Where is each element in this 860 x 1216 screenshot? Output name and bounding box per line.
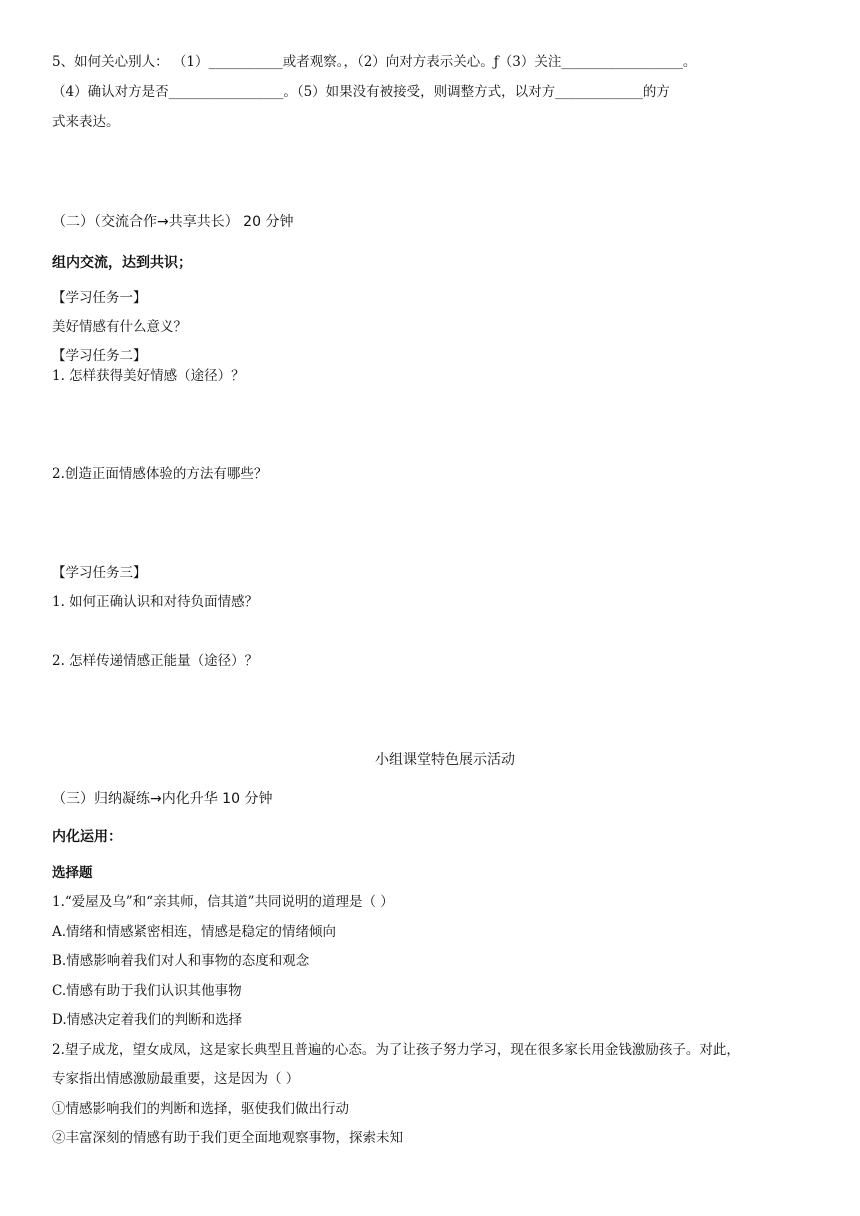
task-2-question-2: 2.创造正面情感体验的方法有哪些？ <box>52 466 268 482</box>
q5-line-2: （4）确认对方是否_________________。（5）如果没有被接受，则调整方式，以对方_____________的方 <box>52 84 670 100</box>
task-3-question-1: 1. 如何正确认识和对待负面情感？ <box>52 594 259 610</box>
task-2-label: 【学习任务二】 <box>52 348 147 364</box>
task-1-question: 美好情感有什么意义？ <box>52 319 187 335</box>
task-3-label: 【学习任务三】 <box>52 565 147 581</box>
choice-label: 选择题 <box>52 865 93 881</box>
task-2-question-1: 1. 怎样获得美好情感（途径）？ <box>52 368 245 384</box>
question-1-option-d: D.情感决定着我们的判断和选择 <box>52 1012 243 1028</box>
question-1-option-c: C.情感有助于我们认识其他事物 <box>52 983 242 999</box>
question-2-statement-2: ②丰富深刻的情感有助于我们更全面地观察事物，探索未知 <box>52 1130 403 1146</box>
section-3-title: （三）归纳凝练→内化升华 10 分钟 <box>52 791 273 807</box>
question-2-line-1: 2.望子成龙，望女成凤，这是家长典型且普遍的心态。为了让孩子努力学习，现在很多家长用金钱激励孩子。对此， <box>52 1042 740 1058</box>
question-2-statement-1: ①情感影响我们的判断和选择，驱使我们做出行动 <box>52 1101 349 1117</box>
section-2-title: （二）（交流合作→共享共长） 20 分钟 <box>52 214 294 230</box>
question-1-option-a: A.情绪和情感紧密相连，情感是稳定的情绪倾向 <box>52 924 337 940</box>
task-1-label: 【学习任务一】 <box>52 290 147 306</box>
question-2-line-2: 专家指出情感激励最重要，这是因为（ ） <box>52 1071 300 1087</box>
q5-line-1: 5、如何关心别人： （1）___________或者观察。，（2）向对方表示关心。ƒ（3）关注__________________。 <box>52 54 697 70</box>
question-1-option-b: B.情感影响着我们对人和事物的态度和观念 <box>52 953 310 969</box>
q5-line-3: 式来表达。 <box>52 114 120 130</box>
question-1: 1.“爱屋及乌”和“亲其师，信其道”共同说明的道理是（ ） <box>52 894 394 910</box>
task-3-question-2: 2. 怎样传递情感正能量（途径）？ <box>52 653 259 669</box>
showcase-title: 小组课堂特色展示活动 <box>375 752 515 768</box>
section-2-subtitle: 组内交流，达到共识； <box>52 255 192 271</box>
section-3-subtitle: 内化运用： <box>52 829 122 845</box>
